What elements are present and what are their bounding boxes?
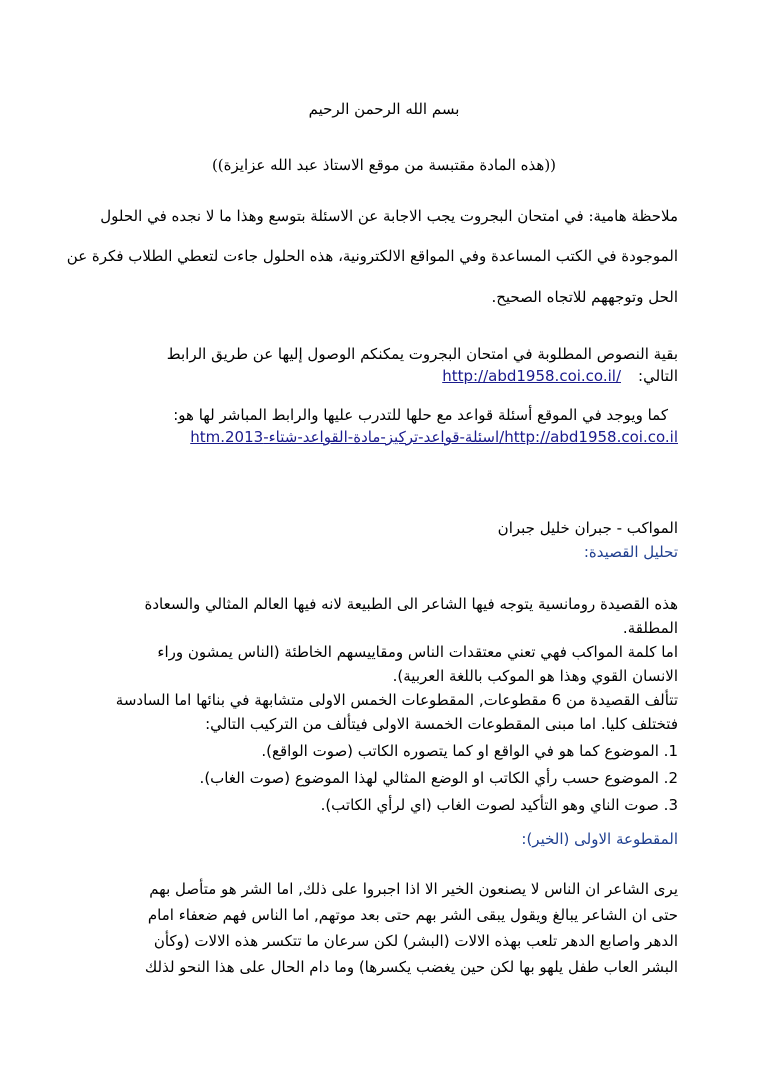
section-line-1: يرى الشاعر ان الناس لا يصنعون الخير الا اذا اجبروا على ذلك, اما الشر هو متأصل بهم [149, 880, 678, 898]
analysis-heading: تحليل القصيدة: [583, 543, 678, 561]
body-line-3: اما كلمة المواكب فهي تعني معتقدات الناس ومقاييسهم الخاطئة (الناس يمشون وراء [157, 643, 678, 661]
body-line-6: فتختلف كليا. اما مبنى المقطوعات الخمسة الاولى فيتألف من التركيب التالي: [205, 715, 678, 733]
structure-item-3: 3. صوت الناي وهو التأكيد لصوت الغاب (اي لرأي الكاتب). [320, 796, 678, 814]
structure-item-2: 2. الموضوع حسب رأي الكاتب او الوضع المثالي لهذا الموضوع (صوت الغاب). [199, 769, 678, 787]
remark-line-2: الموجودة في الكتب المساعدة وفي المواقع الالكترونية، هذه الحلول جاءت لتعطي الطلاب فكرة عن [66, 247, 678, 265]
body-line-2: المطلقة. [622, 619, 678, 637]
structure-item-1: 1. الموضوع كما هو في الواقع او كما يتصوره الكاتب (صوت الواقع). [261, 742, 678, 760]
rest-texts-line: بقية النصوص المطلوبة في امتحان البجروت يمكنكم الوصول إليها عن طريق الرابط [166, 345, 678, 363]
remark-line-3: الحل وتوجههم للاتجاه الصحيح. [491, 288, 678, 306]
grammar-line: كما ويوجد في الموقع أسئلة قواعد مع حلها للتدرب عليها والرابط المباشر لها هو: [173, 406, 668, 424]
body-line-4: الانسان القوي وهذا هو الموكب باللغة العربية). [392, 667, 678, 685]
section-line-4: البشر العاب طفل يلهو بها لكن حين يغضب يكسرها) وما دام الحال على هذا النحو لذلك [144, 958, 678, 976]
grammar-link[interactable]: http://abd1958.coi.co.il/اسئلة-قواعد-تركيز-مادة-القواعد-شتاء-htm.2013 [190, 428, 678, 446]
basmala: بسم الله الرحمن الرحيم [308, 100, 460, 118]
body-line-1: هذه القصيدة رومانسية يتوجه فيها الشاعر الى الطبيعة لانه فيها العالم المثالي والسعادة [144, 595, 678, 613]
rest-texts-label: التالي: [638, 367, 678, 385]
body-line-5: تتألف القصيدة من 6 مقطوعات, المقطوعات الخمس الاولى متشابهة في بنائها اما السادسة [115, 691, 678, 709]
section-heading: المقطوعة الاولى (الخير): [521, 830, 678, 848]
rest-texts-link[interactable]: http://abd1958.coi.co.il/ [442, 367, 621, 385]
section-line-2: حتى ان الشاعر يبالغ ويقول يبقى الشر بهم حتى بعد موتهم, اما الناس فهم ضعفاء امام [147, 906, 678, 924]
section-line-3: الدهر واصابع الدهر تلعب بهذه الالات (البشر) لكن سرعان ما تتكسر هذه الالات (وكأن [153, 932, 678, 950]
source-note: ((هذه المادة مقتبسة من موقع الاستاذ عبد الله عزايزة)) [211, 156, 557, 174]
remark-line-1: ملاحظة هامية: في امتحان البجروت يجب الاجابة عن الاسئلة بتوسع وهذا ما لا نجده في الحلول [100, 207, 678, 225]
poem-title: المواكب - جبران خليل جبران [497, 519, 678, 537]
